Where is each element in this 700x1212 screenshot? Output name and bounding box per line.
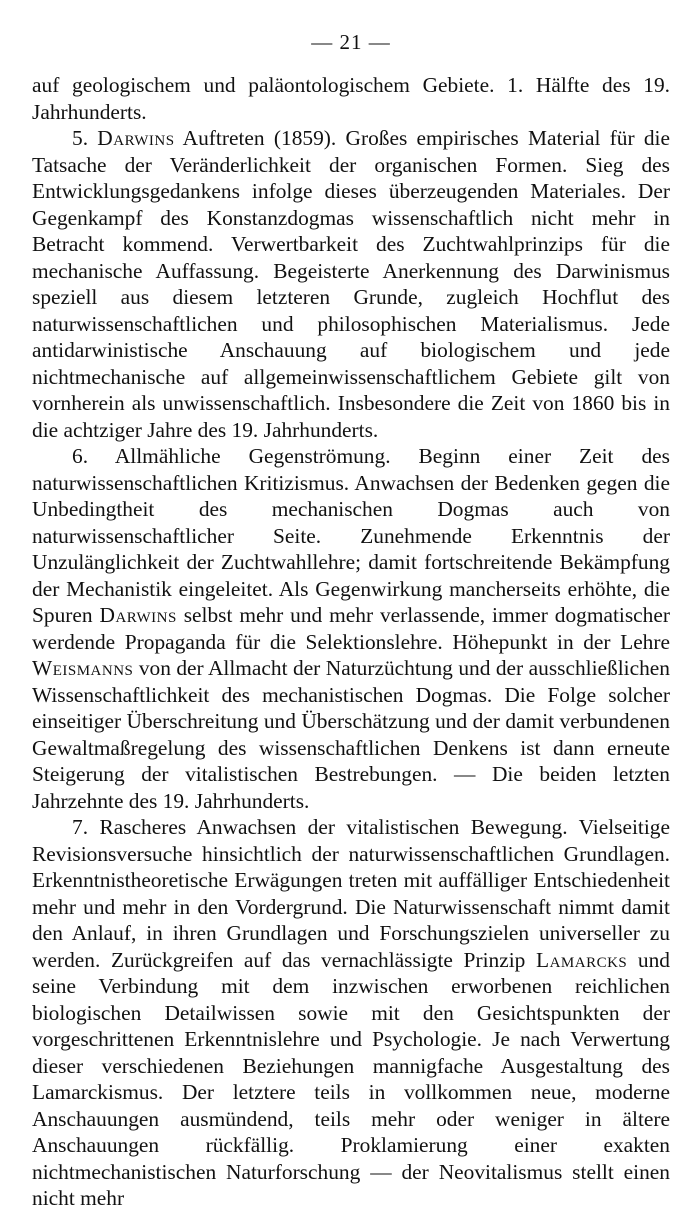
paragraph — [32, 72, 670, 125]
text-run: auf geologischem und paläontologischem Gebiete. 1. Hälfte des 19. Jahrhunderts. — [32, 73, 670, 124]
author-name: Lamarcks — [536, 947, 628, 972]
paragraph — [32, 125, 670, 443]
text-run: selbst mehr und mehr verlassende, immer dogmatischer werdende Propaganda für die Selektionslehre. Höhepunkt in der Lehre — [32, 603, 670, 654]
text-run: und seine Verbindung mit dem inzwischen erworbenen reichlichen biologischen Detailwissen sowie mit den Gesichtspunkten der vorgeschrittenen Erkenntnislehre und Psychologie. Je nach Verwertung dieser verschiedenen Beziehungen mannigfache Ausgestaltung des Lamarckismus. Der letztere teils in vollkommen neue, moderne Anschauungen ausmündend, teils mehr oder weniger in ältere Anschauungen rückfällig. Proklamierung einer exakten nichtmechanistischen Naturforschung — der Neovitalismus stellt einen nicht mehr — [32, 947, 670, 1210]
paragraph — [32, 443, 670, 814]
text-run: 6. Allmähliche Gegenströmung. Beginn einer Zeit des naturwissenschaftlichen Kritizismus. Anwachsen der Bedenken gegen die Unbedingtheit des mechanischen Dogmas auch von naturwissenschaftlicher Seite. Zunehmende Erkenntnis der Unzulänglichkeit der Zuchtwahllehre; damit fortschreitende Bekämpfung der Mechanistik eingeleitet. Als Gegenwirkung mancherseits erhöhte, die Spuren — [32, 444, 670, 627]
text-run: von der Allmacht der Naturzüchtung und der ausschließlichen Wissenschaftlichkeit des mechanistischen Dogmas. Die Folge solcher einseitiger Überschreitung und Überschätzung und der damit verbundenen Gewaltmaßregelung des wissenschaftlichen Denkens ist dann erneute Steigerung der vitalistischen Bestrebungen. — Die beiden letzten Jahrzehnte des 19. Jahrhunderts. — [32, 656, 670, 813]
paragraph — [32, 814, 670, 1212]
text-run: 5. — [72, 126, 98, 150]
author-name: Darwins — [99, 603, 177, 627]
author-name: Darwins — [97, 126, 175, 150]
text-run: 7. Rascheres Anwachsen der vitalistischen Bewegung. Vielseitige Revisionsversuche hinsichtlich der naturwissenschaftlichen Grundlagen. Erkenntnistheoretische Erwägungen treten mit auffälliger Entschiedenheit mehr und mehr in den Vordergrund. Die Naturwissenschaft nimmt damit den Anlauf, in ihren Grundlagen und Forschungszielen universeller zu werden. Zurückgreifen auf das vernachlässigte Prinzip — [32, 815, 670, 972]
text-run: Auftreten (1859). Großes empirisches Material für die Tatsache der Veränderlichkeit der organischen Formen. Sieg des Entwicklungsgedankens infolge dieses überzeugenden Materiales. Der Gegenkampf des Konstanzdogmas wissenschaftlich nicht mehr in Betracht kommend. Verwertbarkeit des Zuchtwahlprinzips für die mechanische Auffassung. Begeisterte Anerkennung des Darwinismus speziell aus diesem letzteren Grunde, zugleich Hochflut des naturwissenschaftlichen und philosophischen Materialismus. Jede antidarwinistische Anschauung auf biologischem und jede nichtmechanische auf allgemeinwissenschaftlichem Gebiete gilt von vornherein als unwissenschaftlich. Insbesondere die Zeit von 1860 bis in die achtziger Jahre des 19. Jahrhunderts. — [32, 126, 670, 442]
body-text — [32, 72, 670, 1212]
author-name: Weismanns — [32, 656, 134, 680]
page-number: — 21 — — [311, 30, 391, 54]
